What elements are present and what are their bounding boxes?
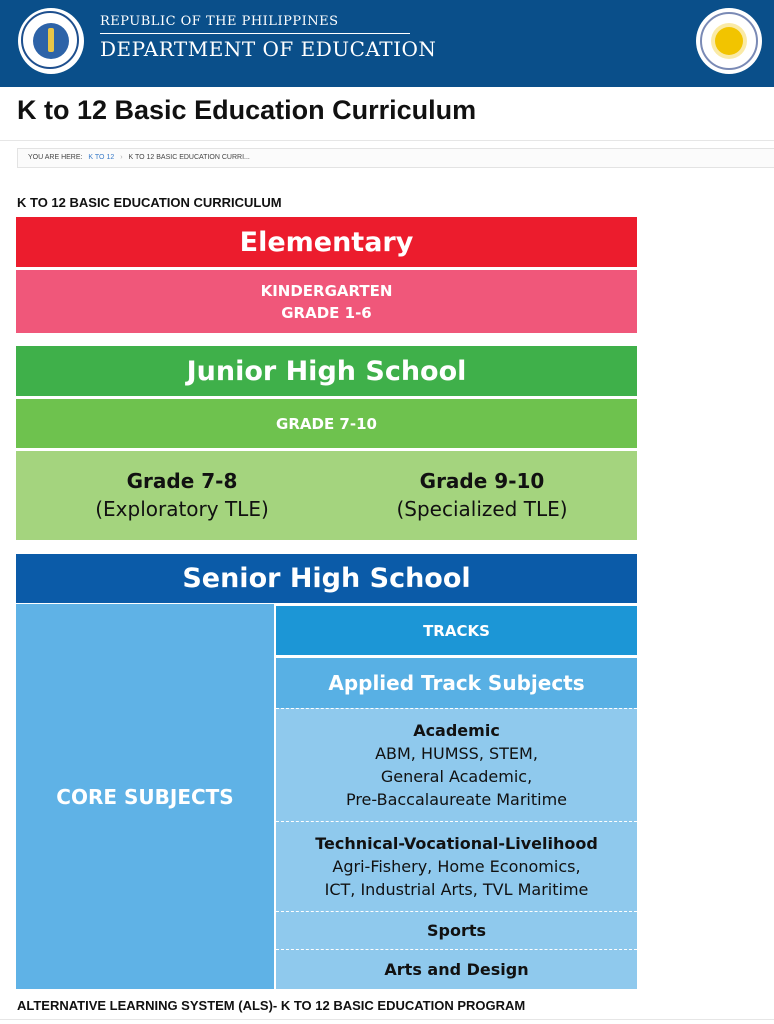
breadcrumb-link-k-to-12[interactable]: K TO 12 (88, 154, 115, 161)
junior-high-title: Junior High School (16, 346, 637, 396)
republic-label: REPUBLIC OF THE PHILIPPINES (100, 14, 339, 29)
kindergarten-label: KINDERGARTEN (260, 281, 393, 300)
grade-7-8-title: Grade 7-8 (126, 469, 238, 493)
als-heading: ALTERNATIVE LEARNING SYSTEM (ALS)- K TO 12 BASIC EDUCATION PROGRAM (17, 998, 526, 1013)
core-subjects: CORE SUBJECTS (16, 604, 274, 989)
tvl-track (276, 821, 637, 911)
elementary-grades (16, 270, 637, 333)
transparency-seal-icon[interactable] (696, 8, 762, 74)
arts-design-title: Arts and Design (384, 960, 529, 979)
department-label[interactable]: DEPARTMENT OF EDUCATION (100, 37, 437, 61)
section-heading: K TO 12 BASIC EDUCATION CURRICULUM (17, 195, 282, 210)
breadcrumb-prefix: YOU ARE HERE: (28, 154, 83, 161)
senior-high-title: Senior High School (16, 554, 637, 603)
sports-title: Sports (426, 921, 487, 940)
footer-divider (0, 1019, 774, 1020)
academic-line: ABM, HUMSS, STEM, (375, 744, 538, 763)
title-divider (0, 140, 774, 141)
academic-line: Pre-Baccalaureate Maritime (345, 790, 568, 809)
grade-9-10-title: Grade 9-10 (419, 469, 545, 493)
academic-track (276, 708, 637, 821)
breadcrumb (17, 148, 774, 168)
tvl-title: Technical-Vocational-Livelihood (315, 834, 598, 853)
junior-high-grades: GRADE 7-10 (16, 399, 637, 448)
tracks-header: TRACKS (276, 606, 637, 655)
academic-title: Academic (413, 721, 500, 740)
grade-9-10-subtitle: (Specialized TLE) (396, 497, 568, 521)
academic-line: General Academic, (380, 767, 533, 786)
deped-seal-torch (48, 28, 54, 52)
tvl-line: Agri-Fishery, Home Economics, (332, 857, 581, 876)
arts-design-track (276, 949, 637, 989)
breadcrumb-separator: › (120, 154, 123, 161)
sun-icon (715, 27, 743, 55)
grade-1-6-label: GRADE 1-6 (281, 303, 372, 322)
page-title: K to 12 Basic Education Curriculum (17, 95, 477, 125)
sports-track (276, 911, 637, 949)
grade-7-8-box (32, 467, 332, 523)
tvl-line: ICT, Industrial Arts, TVL Maritime (324, 880, 589, 899)
breadcrumb-current: K TO 12 BASIC EDUCATION CURRI... (128, 154, 250, 161)
elementary-title: Elementary (16, 217, 637, 267)
junior-high-split (16, 451, 637, 540)
grade-7-8-subtitle: (Exploratory TLE) (95, 497, 269, 521)
applied-track-subjects: Applied Track Subjects (276, 658, 637, 708)
deped-seal-icon[interactable] (18, 8, 84, 74)
site-header (0, 0, 774, 87)
grade-9-10-box (332, 467, 632, 523)
header-divider (100, 33, 410, 34)
